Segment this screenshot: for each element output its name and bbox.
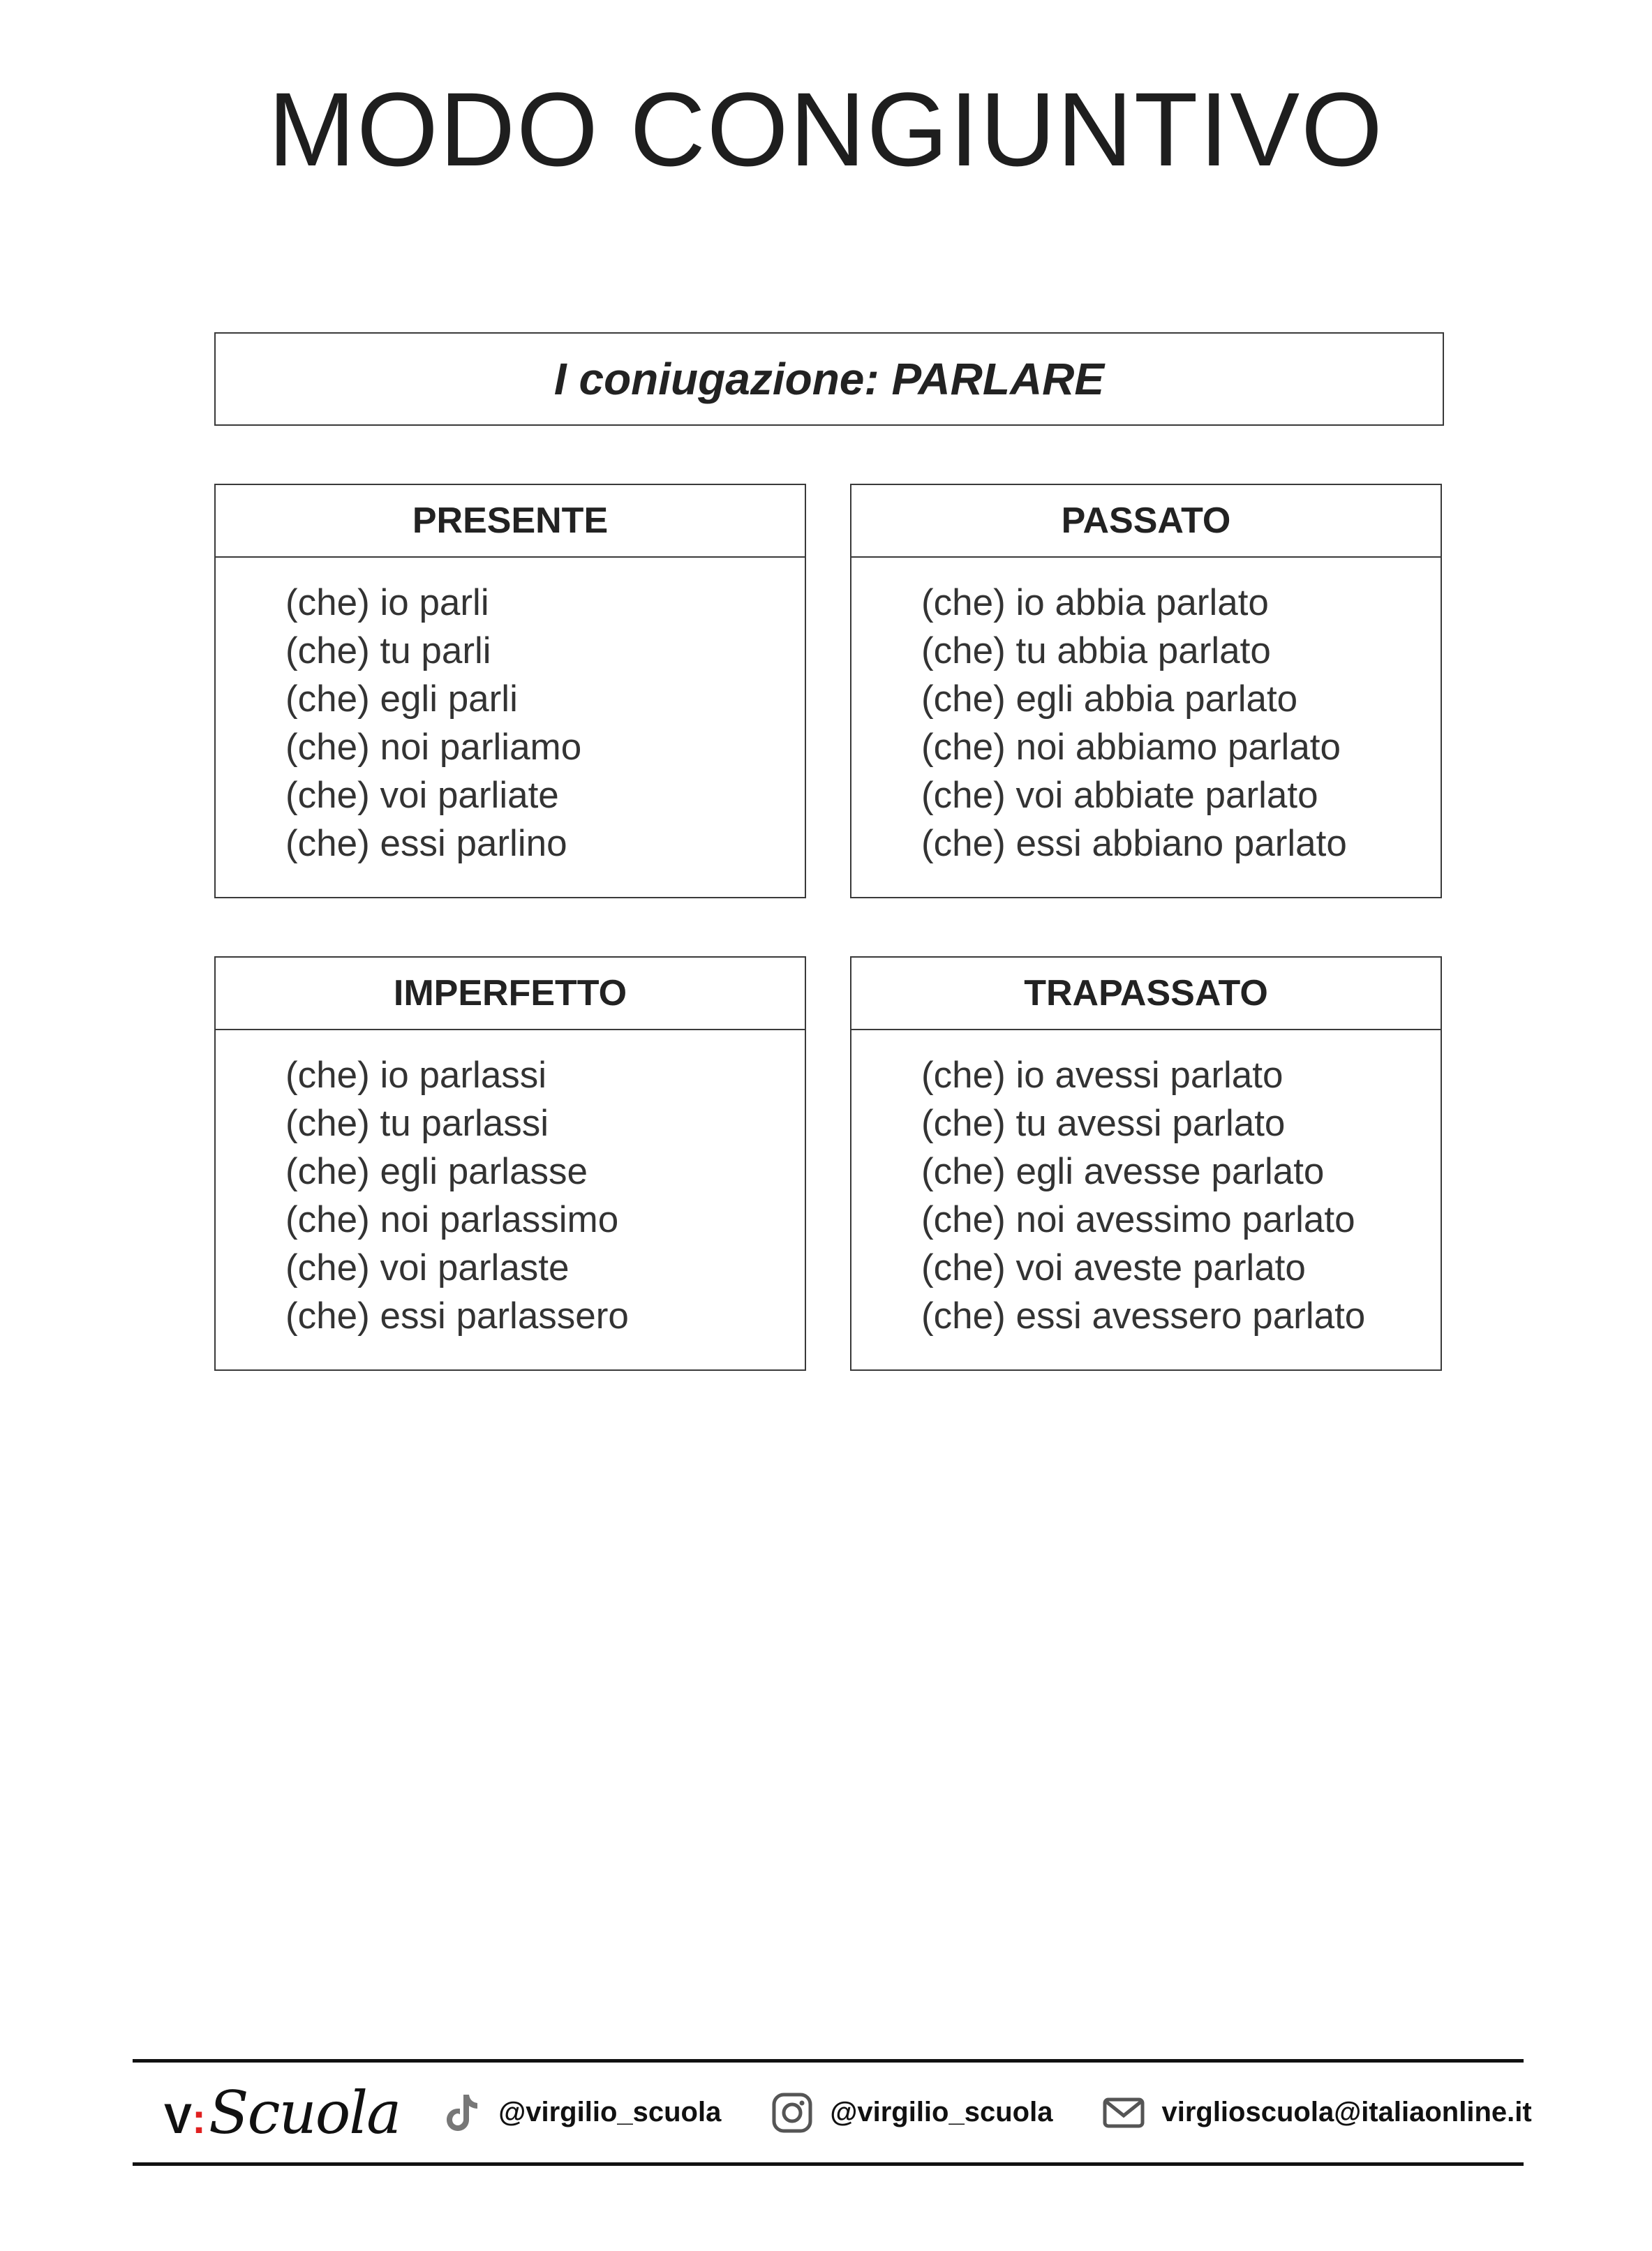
form-item: (che) egli avesse parlato <box>921 1151 1325 1192</box>
form-item: (che) essi parlassero <box>285 1295 629 1337</box>
form-item: (che) tu avessi parlato <box>921 1103 1286 1144</box>
form-item: (che) io parli <box>285 582 489 623</box>
tense-heading: PASSATO <box>851 485 1441 558</box>
form-item: (che) noi abbiamo parlato <box>921 727 1341 768</box>
form-item: (che) essi avessero parlato <box>921 1295 1366 1337</box>
footer <box>133 2063 1532 2162</box>
tense-box-trapassato <box>850 956 1442 1371</box>
logo-colon: : <box>192 2095 207 2142</box>
email-link[interactable] <box>1101 2090 1531 2135</box>
tiktok-icon <box>438 2090 483 2135</box>
mail-icon <box>1101 2090 1146 2135</box>
form-item: (che) tu parlassi <box>285 1103 549 1144</box>
tiktok-link[interactable] <box>438 2090 721 2135</box>
forms-list <box>216 1030 805 1340</box>
form-item: (che) voi parlaste <box>285 1247 570 1288</box>
footer-divider-bottom <box>133 2162 1524 2166</box>
form-item: (che) tu abbia parlato <box>921 630 1271 671</box>
form-item: (che) egli parlasse <box>285 1151 588 1192</box>
form-item: (che) noi avessimo parlato <box>921 1199 1355 1240</box>
instagram-link[interactable] <box>770 2090 1052 2135</box>
page-title: MODO CONGIUNTIVO <box>268 70 1384 188</box>
tense-heading: TRAPASSATO <box>851 958 1441 1030</box>
tense-heading: IMPERFETTO <box>216 958 805 1030</box>
form-item: (che) essi abbiano parlato <box>921 823 1347 864</box>
forms-list <box>216 558 805 868</box>
form-item: (che) voi aveste parlato <box>921 1247 1306 1288</box>
form-item: (che) io parlassi <box>285 1055 547 1096</box>
form-item: (che) io abbia parlato <box>921 582 1269 623</box>
forms-list <box>851 1030 1441 1340</box>
form-item: (che) voi abbiate parlato <box>921 775 1318 816</box>
forms-list <box>851 558 1441 868</box>
form-item: (che) noi parlassimo <box>285 1199 619 1240</box>
form-item: (che) io avessi parlato <box>921 1055 1283 1096</box>
tiktok-handle: @virgilio_scuola <box>498 2097 722 2127</box>
form-item: (che) noi parliamo <box>285 727 582 768</box>
instagram-icon <box>770 2090 814 2135</box>
form-item: (che) essi parlino <box>285 823 567 864</box>
form-item: (che) egli parli <box>285 678 518 720</box>
logo-letter: V <box>164 2095 193 2142</box>
brand-logo <box>164 2079 400 2147</box>
tense-heading: PRESENTE <box>216 485 805 558</box>
instagram-handle: @virgilio_scuola <box>830 2097 1053 2127</box>
logo-script: Scuola <box>209 2078 401 2147</box>
form-item: (che) voi parliate <box>285 775 559 816</box>
tense-box-imperfetto <box>214 956 806 1371</box>
conjugation-label: I coniugazione: PARLARE <box>214 332 1444 426</box>
tense-box-presente <box>214 484 806 898</box>
tense-box-passato <box>850 484 1442 898</box>
form-item: (che) tu parli <box>285 630 491 671</box>
email-address: virglioscuola@italiaonline.it <box>1161 2097 1532 2127</box>
form-item: (che) egli abbia parlato <box>921 678 1298 720</box>
